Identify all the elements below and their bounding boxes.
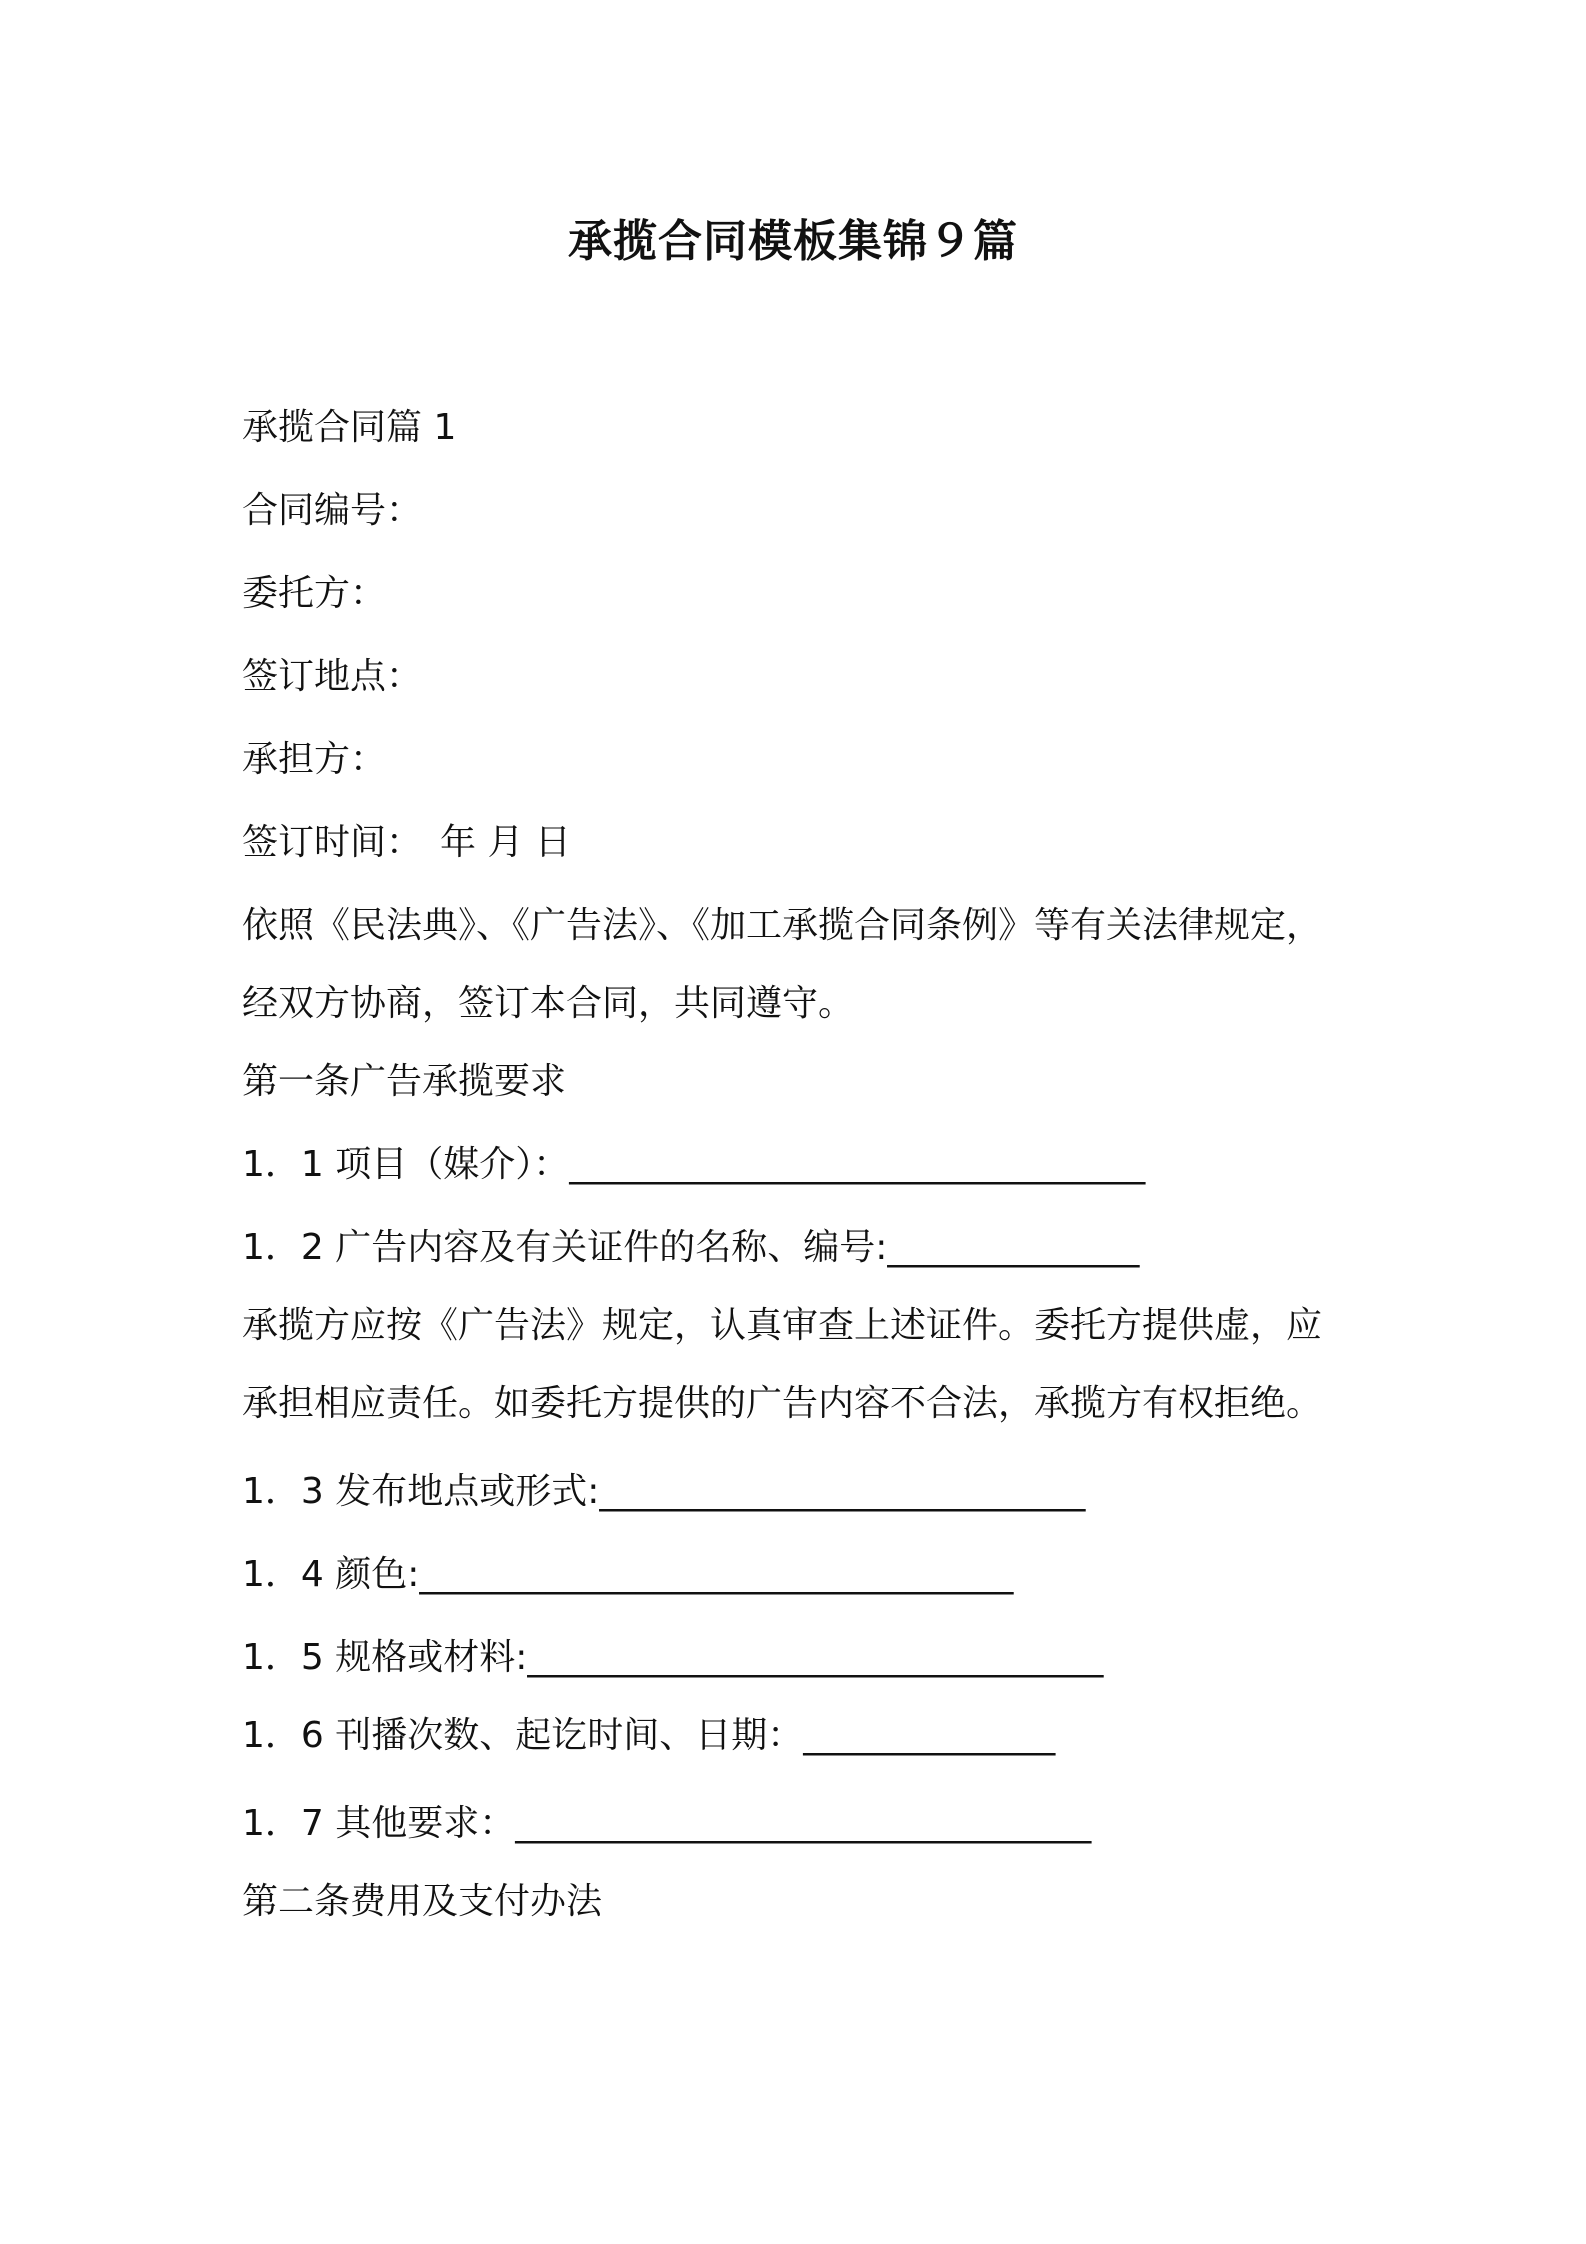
paragraph-review-line-2: 承担相应责任。如委托方提供的广告内容不合法，承揽方有权拒绝。 [242, 1383, 1323, 1424]
clause-1-3: 1．3 发布地点或形式:___________________________ [242, 1471, 1086, 1512]
contract-number-field: 合同编号： [242, 490, 423, 531]
article-1-heading: 第一条广告承揽要求 [242, 1061, 567, 1102]
clause-1-6: 1．6 刊播次数、起讫时间、日期：______________ [242, 1715, 1056, 1756]
paragraph-legal-basis-line-1: 依照《民法典》、《广告法》、《加工承揽合同条例》等有关法律规定， [242, 905, 1323, 946]
clause-1-5: 1．5 规格或材料:________________________________ [242, 1637, 1104, 1678]
article-2-heading: 第二条费用及支付办法 [242, 1881, 603, 1922]
signing-date-field: 签订时间： 年 月 日 [242, 822, 571, 863]
document-title: 承揽合同模板集锦９篇 [568, 216, 1018, 267]
clause-1-2: 1．2 广告内容及有关证件的名称、编号:______________ [242, 1227, 1140, 1268]
signing-location-field: 签订地点： [242, 656, 423, 697]
contractor-field: 承担方： [242, 739, 387, 780]
paragraph-review-line-1: 承揽方应按《广告法》规定，认真审查上述证件。委托方提供虚，应 [242, 1305, 1323, 1346]
document-body [242, 402, 1362, 1959]
clause-1-7: 1．7 其他要求：________________________________ [242, 1803, 1092, 1844]
client-field: 委托方： [242, 573, 387, 614]
paragraph-legal-basis-line-2: 经双方协商，签订本合同，共同遵守。 [242, 983, 855, 1024]
clause-1-4: 1．4 颜色:_________________________________ [242, 1554, 1014, 1595]
section-heading-contract-1: 承揽合同篇 1 [242, 407, 457, 448]
clause-1-1: 1．1 项目（媒介）：________________________________ [242, 1144, 1146, 1185]
